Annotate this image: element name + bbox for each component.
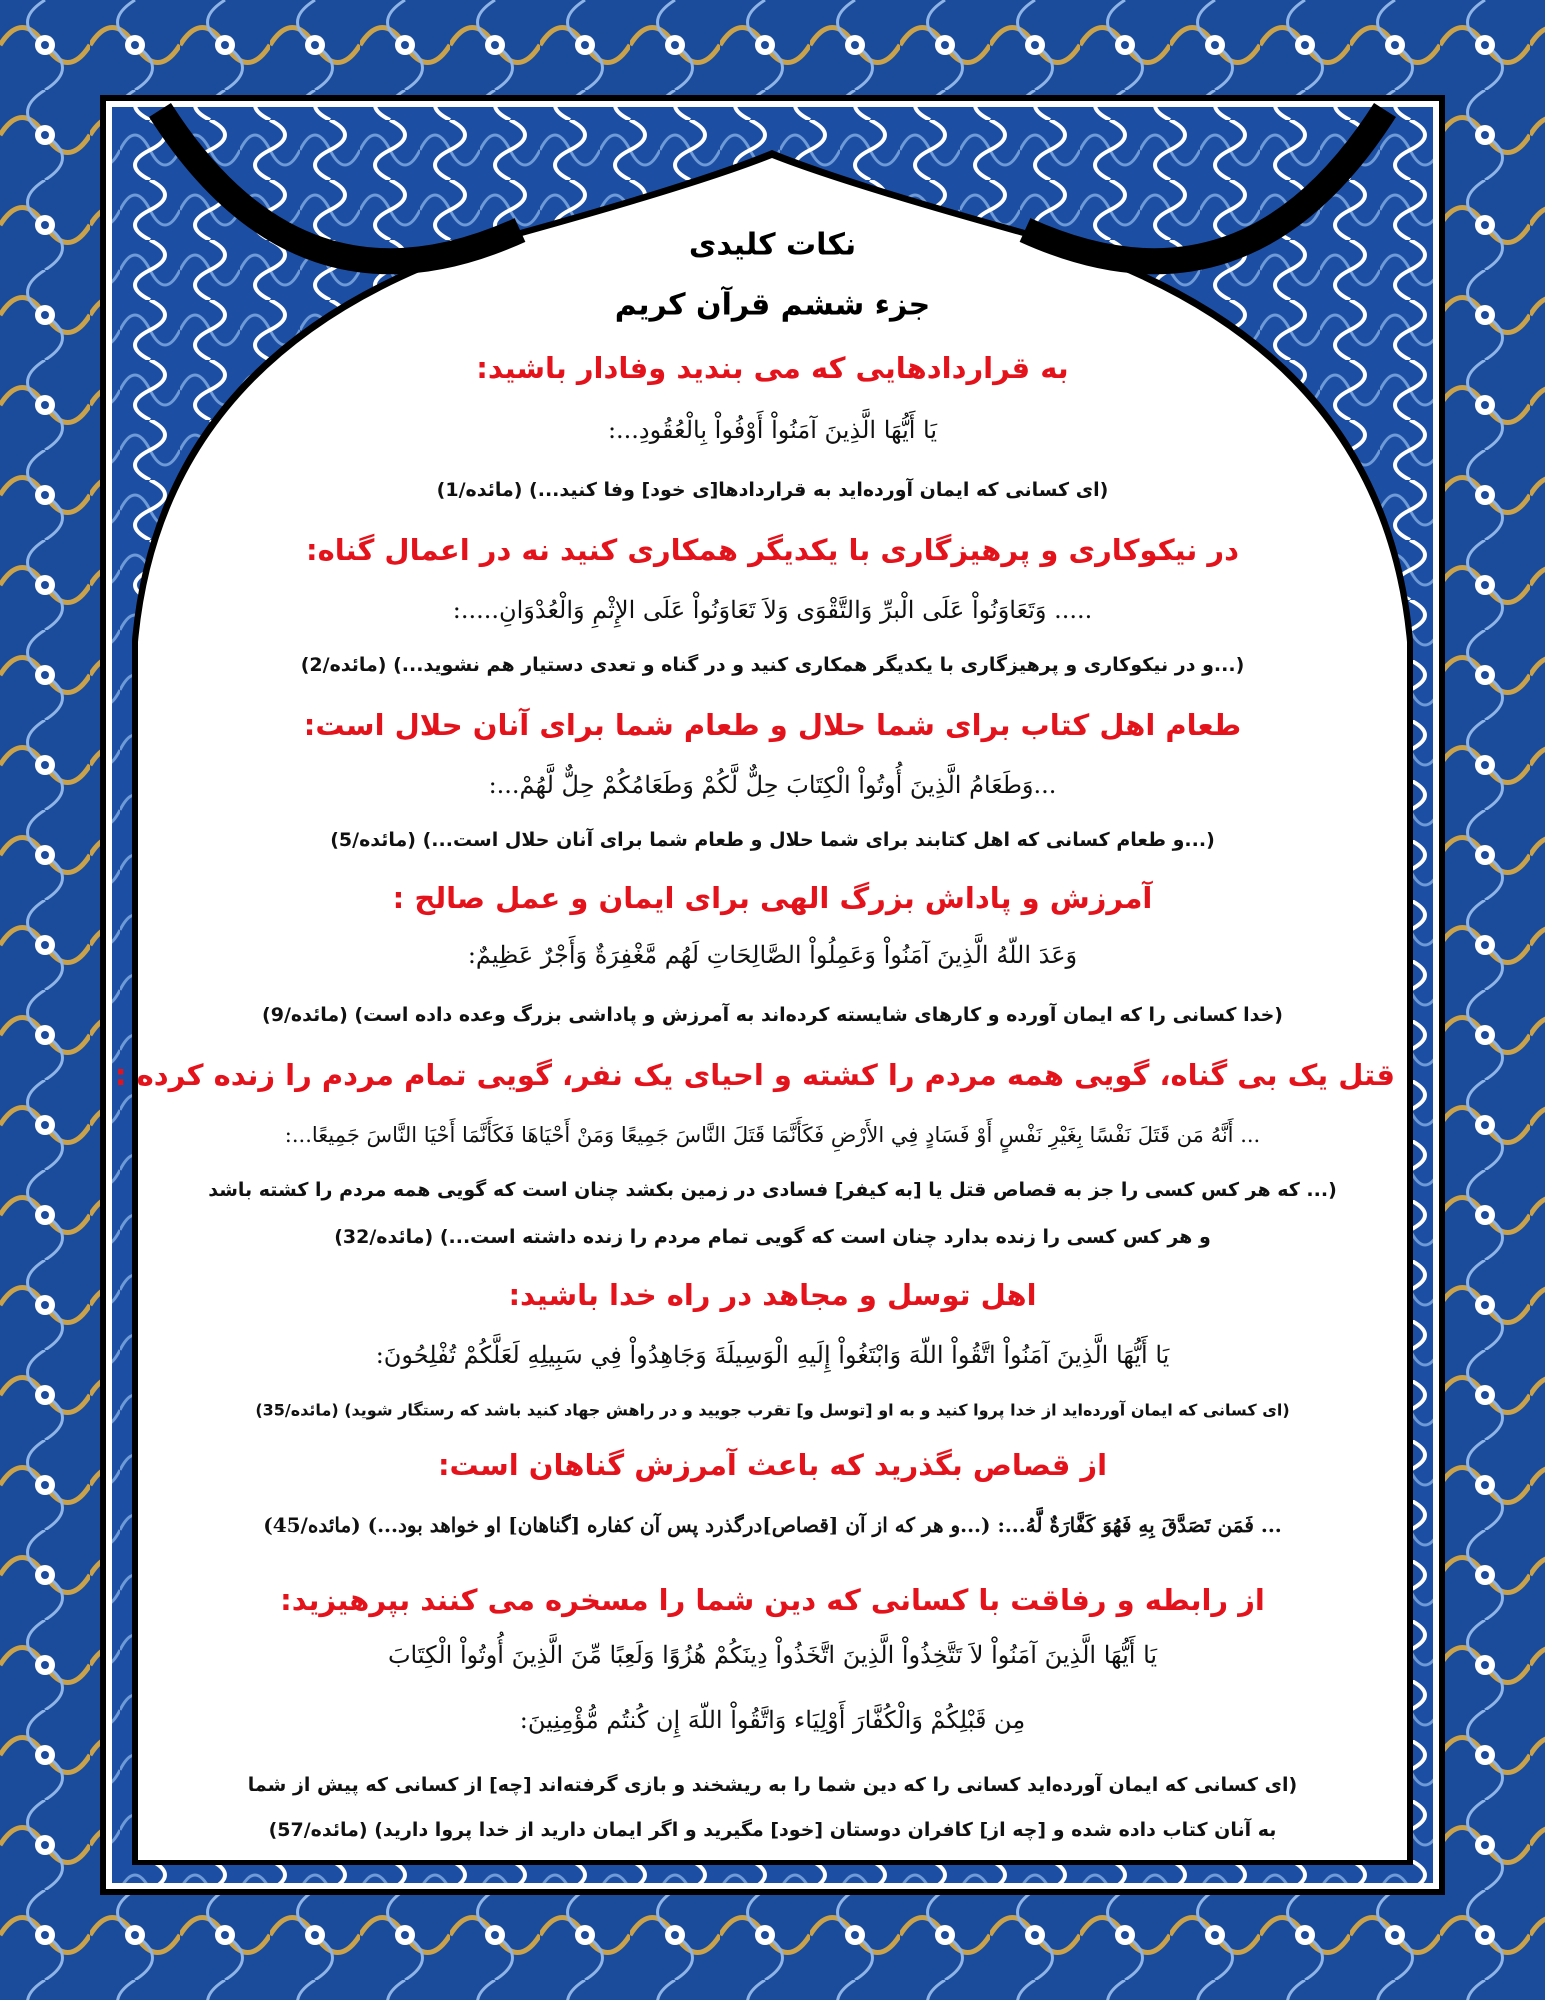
section-translation: (خدا کسانی را که ایمان آورده و کارهای شایسته کرده‌اند به آمرزش و پاداشی بزرگ وعده داده است) (مائده/9): [262, 1004, 1283, 1026]
section-verse: يَا أَيُّهَا الَّذِينَ آمَنُواْ اتَّقُواْ اللّهَ وَابْتَغُواْ إِلَيهِ الْوَسِيلَةَ وَجَاهِدُواْ فِي سَبِيلِهِ لَعَلَّكُمْ تُفْلِحُونَ:: [375, 1341, 1170, 1369]
section-heading: در نیکوکاری و پرهیزگاری با یکدیگر همکاری کنید نه در اعمال گناه:: [306, 533, 1239, 567]
section-translation: و هر کس کسی را زنده بدارد چنان است که گویی تمام مردم را زنده داشته است...) (مائده/32): [334, 1226, 1211, 1248]
section-heading: قتل یک بی گناه، گویی همه مردم را کشته و احیای یک نفر، گویی تمام مردم را زنده کرده :: [114, 1058, 1395, 1092]
section-verse: وَعَدَ اللّهُ الَّذِينَ آمَنُواْ وَعَمِلُواْ الصَّالِحَاتِ لَهُم مَّغْفِرَةٌ وَأَجْرٌ عَظِيمٌ:: [467, 941, 1078, 969]
section-heading: طعام اهل کتاب برای شما حلال و طعام شما برای آنان حلال است:: [303, 708, 1242, 742]
section-translation: (... که هر کس کسی را جز به قصاص قتل یا [به کیفر] فسادی در زمین بکشد چنان است که گویی همه مردم را کشته باشد: [208, 1179, 1337, 1201]
section-translation: (ای کسانی که ایمان آورده‌اید به قراردادها[ی خود] وفا کنید...) (مائده/1): [436, 479, 1109, 501]
section-translation: (ای کسانی که ایمان آورده‌اید از خدا پروا کنید و به او [توسل و] تقرب جویید و در راهش جهاد کنید باشد که رستگار شوید) (مائده/35): [255, 1400, 1290, 1420]
section-heading: از رابطه و رفاقت با کسانی که دین شما را مسخره می کنند بپرهیزید:: [280, 1583, 1265, 1617]
section-heading: اهل توسل و مجاهد در راه خدا باشید:: [508, 1278, 1037, 1312]
section-verse: مِن قَبْلِكُمْ وَالْكُفَّارَ أَوْلِيَاء وَاتَّقُواْ اللّهَ إِن كُنتُم مُّؤْمِنِينَ:: [519, 1706, 1026, 1734]
section-verse: ... أَنَّهُ مَن قَتَلَ نَفْسًا بِغَيْرِ نَفْسٍ أَوْ فَسَادٍ فِي الأَرْضِ فَكَأَنَّمَا قَتَلَ النَّاسَ جَمِيعًا وَمَنْ أَحْيَاهَا فَكَأَنَّمَا أَحْيَا النَّاسَ جَمِيعًا...:: [284, 1123, 1261, 1147]
page-subtitle: جزء ششم قرآن کریم: [614, 287, 931, 323]
section-verse: يَا أَيُّهَا الَّذِينَ آمَنُواْ أَوْفُواْ بِالْعُقُودِ...:: [607, 416, 938, 444]
section-verse: يَا أَيُّهَا الَّذِينَ آمَنُواْ لاَ تَتَّخِذُواْ الَّذِينَ اتَّخَذُواْ دِينَكُمْ هُزُوًا وَلَعِبًا مِّنَ الَّذِينَ أُوتُواْ الْكِتَابَ: [387, 1641, 1158, 1669]
section-heading: از قصاص بگذرید که باعث آمرزش گناهان است:: [437, 1448, 1108, 1482]
section-translation: به آنان کتاب داده شده و [چه از] کافران دوستان [خود] مگیرید و اگر ایمان دارید از خدا پروا دارید) (مائده/57): [268, 1819, 1277, 1841]
section-translation: (...و طعام کسانی که اهل کتابند برای شما حلال و طعام شما برای آنان حلال است...) (مائده/5): [330, 829, 1215, 851]
section-verse: ...وَطَعَامُ الَّذِينَ أُوتُواْ الْكِتَابَ حِلٌّ لَّكُمْ وَطَعَامُكُمْ حِلٌّ لَّهُمْ...:: [488, 771, 1057, 799]
section-heading: آمرزش و پاداش بزرگ الهی برای ایمان و عمل صالح :: [392, 881, 1153, 915]
section-translation: (ای کسانی که ایمان آورده‌اید کسانی را که دین شما را به ریشخند و بازی گرفته‌اند [چه] از کسانی که پیش از شما: [247, 1774, 1298, 1796]
page-title: نکات کلیدی: [688, 227, 857, 263]
section-heading: به قراردادهایی که می بندید وفادار باشید:: [476, 351, 1069, 385]
section-verse: ..... وَتَعَاوَنُواْ عَلَى الْبرِّ وَالتَّقْوَى وَلاَ تَعَاوَنُواْ عَلَى الإِثْمِ وَالْعُدْوَانِ.....:: [452, 596, 1093, 624]
section-translation: (...و در نیکوکاری و پرهیزگاری با یکدیگر همکاری کنید و در گناه و تعدی دستیار هم نشوید...) (مائده/2): [300, 654, 1245, 676]
section-verse: ... فَمَن تَصَدَّقَ بِهِ فَهُوَ كَفَّارَةٌ لَّهُ...: (...و هر که از آن [قصاص]درگذرد پس آن کفاره [گناهان] او خواهد بود...) (مائده/45): [263, 1513, 1282, 1537]
